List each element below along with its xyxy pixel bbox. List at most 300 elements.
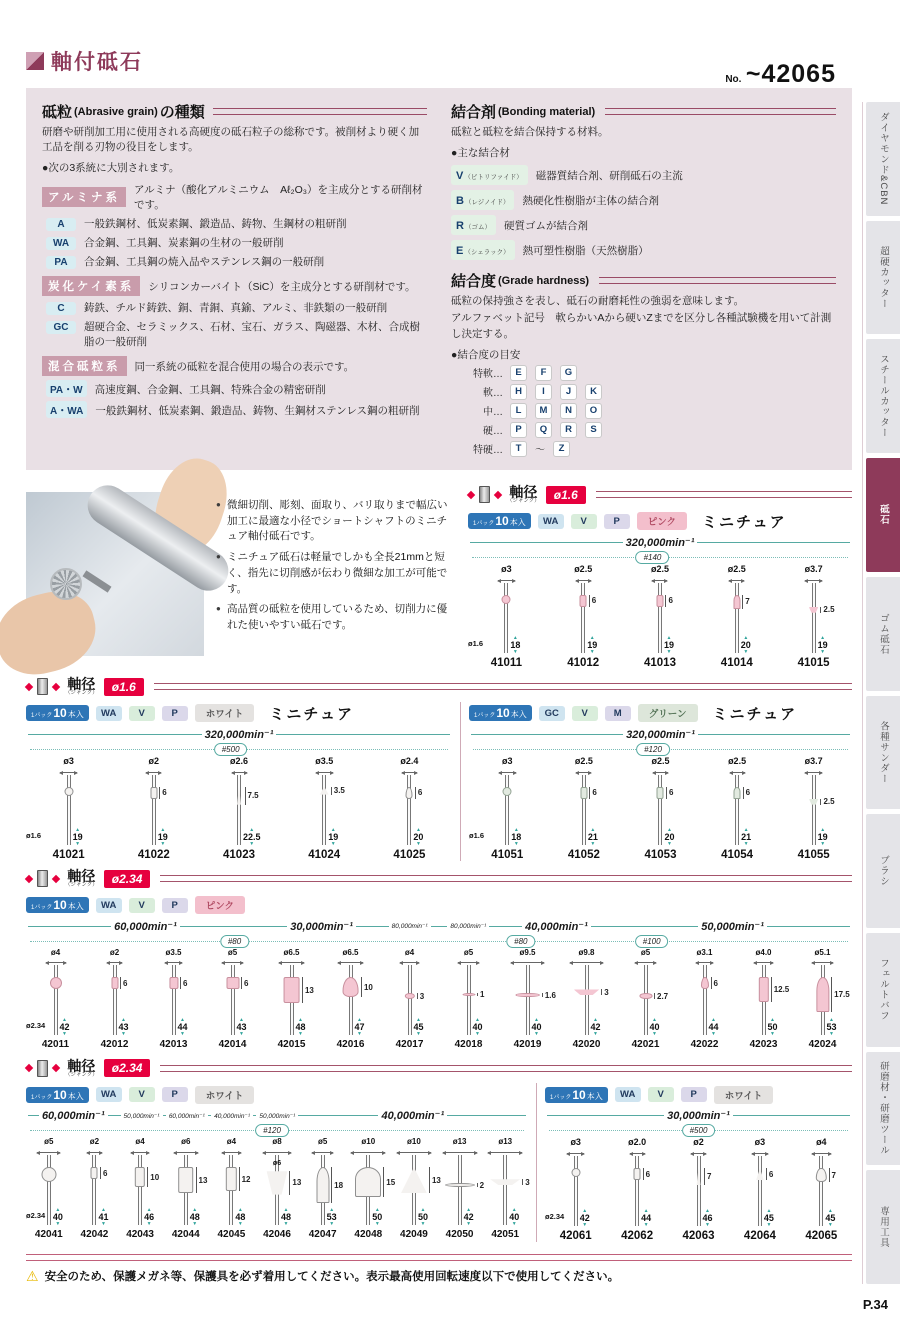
model-number: 42047 (308, 1229, 337, 1241)
arrow-diamond-icon (467, 491, 475, 499)
shank-diameter-label: ø1.6 (468, 638, 484, 648)
total-length-dim (243, 828, 261, 847)
total-length-dim (190, 1208, 200, 1227)
head-length-value: 6 (745, 788, 751, 798)
product-42045 (209, 1138, 255, 1240)
model-number: 42019 (513, 1039, 542, 1051)
total-length-value: 46 (702, 1213, 713, 1224)
grain-code-badge: PA (46, 256, 76, 269)
arrow-down-icon: ▼ (534, 1031, 539, 1038)
total-length-value: 45 (413, 1022, 424, 1033)
grain-column (42, 101, 427, 460)
dim-bar (704, 1168, 705, 1185)
speed-line (767, 926, 850, 927)
head-length-dim (120, 977, 127, 989)
shaft-line (504, 583, 508, 653)
color-badge: ピンク (637, 512, 687, 530)
product-42044 (163, 1138, 209, 1240)
product-41015 (775, 565, 852, 669)
speed-line (28, 734, 202, 735)
head-length-value: 7 (707, 1172, 712, 1182)
diameter-label: ø4 (135, 1137, 145, 1147)
speed-line (300, 1115, 379, 1116)
head-length-value: 15 (386, 1177, 396, 1187)
dimension-arrow (729, 575, 744, 581)
grain-item-text: 合金鋼、工具鋼、炭素鋼の生材の一般研削 (84, 237, 284, 250)
diameter-label: ø5 (317, 1137, 328, 1147)
diameter-label: ø3 (501, 563, 512, 574)
total-length-value: 45 (825, 1213, 836, 1224)
photo-gear-workpiece (50, 568, 82, 600)
dim-bar (429, 1167, 430, 1193)
product-diagram (775, 775, 852, 847)
hardness-row (457, 441, 836, 457)
shaft-line (231, 965, 235, 1035)
shank-label (65, 1059, 98, 1079)
total-length-value: 21 (741, 831, 752, 842)
spec-badge-p: P (162, 1087, 188, 1102)
dim-bar (711, 977, 712, 989)
head-length-value: 13 (304, 985, 314, 995)
sidebar-tab-1[interactable]: ダイヤモンド&CBN (866, 102, 900, 216)
dim-bar (522, 1179, 523, 1185)
diameter-label: ø6 (181, 1137, 191, 1147)
shank-label-jp: 軸径 (509, 484, 538, 501)
pack-label-small: 1パック (31, 905, 53, 912)
model-number: 42017 (395, 1039, 424, 1051)
model-number: 42016 (336, 1039, 365, 1051)
speed-value: 30,000min⁻¹ (290, 920, 353, 933)
diameter-label: ø3 (502, 755, 513, 766)
pack-label-small: 1パック (474, 713, 496, 720)
speed-row (470, 535, 850, 550)
head-shape-cone (320, 787, 329, 795)
total-length-dim (580, 1209, 590, 1228)
head-shape-disc (445, 1183, 475, 1187)
total-length-value: 42 (463, 1212, 474, 1223)
arrow-down-icon: ▼ (590, 840, 596, 847)
model-number: 41024 (308, 848, 341, 861)
model-number: 41052 (567, 848, 600, 861)
arrow-down-icon: ▼ (582, 1222, 588, 1229)
shaft-line (582, 775, 586, 845)
head-length-value: 6 (417, 788, 423, 798)
arrow-up-icon: ▲ (192, 1207, 198, 1214)
shaft-line (54, 965, 58, 1035)
catalog-page (0, 46, 900, 1320)
total-length-value: 19 (817, 831, 828, 842)
head-length-dim (704, 1168, 711, 1185)
total-length-value: 40 (472, 1022, 483, 1033)
product-41021 (26, 757, 111, 861)
total-length-value: 19 (587, 639, 598, 650)
head-length-dim (742, 595, 749, 609)
speed-label (470, 536, 850, 549)
head-shape-dome (816, 1168, 826, 1182)
arrow-down-icon: ▼ (820, 840, 826, 847)
bonding-note: ●主な結合材 (451, 147, 510, 160)
sidebar-tab-3[interactable]: スチールカッター (866, 339, 900, 453)
grain-item (46, 300, 427, 315)
head-length-dim (820, 607, 834, 613)
header-rule (154, 683, 852, 690)
product-diagram (622, 583, 699, 655)
series-badge: 炭化ケイ素系 (42, 276, 140, 296)
pack-count: 10 (53, 1087, 67, 1102)
arrow-down-icon: ▼ (416, 1031, 421, 1038)
model-number: 42041 (34, 1229, 63, 1241)
head-length-dim (417, 993, 424, 999)
product-diagram (775, 583, 852, 655)
bonding-title-jp: 結合剤 (451, 104, 497, 121)
head-shape-cyl (178, 1167, 194, 1193)
diameter-label: ø13 (452, 1137, 467, 1147)
sidebar-tab-10[interactable]: 専用工具 (866, 1170, 900, 1284)
pack-unit: 本入 (510, 710, 527, 720)
shank-diameter-label: ø1.6 (469, 830, 485, 840)
safety-warning (26, 1268, 852, 1284)
speed-row (28, 1108, 526, 1123)
model-number: 41022 (137, 848, 170, 861)
speed-value: 80,000min⁻¹ (391, 923, 428, 931)
product-diagram (469, 775, 546, 847)
model-number: 42021 (631, 1039, 660, 1051)
speed-label (28, 1109, 119, 1122)
model-number: 42049 (400, 1229, 428, 1241)
arrow-down-icon: ▼ (192, 1221, 198, 1228)
head-length-dim (302, 977, 314, 1003)
head-length-value: 10 (363, 982, 373, 992)
head-shape-dish (574, 989, 599, 995)
bonding-items (451, 165, 836, 260)
arrow-down-icon: ▼ (766, 1222, 772, 1229)
head-shape-bullet (355, 1167, 381, 1197)
product-42020 (557, 949, 616, 1051)
shaft-line (703, 965, 707, 1035)
product-42061 (545, 1138, 606, 1242)
bond-kana: （ビトリファイド） (464, 174, 523, 182)
hardness-row (457, 365, 836, 381)
dimension-arrow (338, 957, 363, 963)
speed-line (591, 926, 615, 927)
model-number: 42046 (263, 1229, 291, 1241)
product-42021 (616, 949, 675, 1051)
head-length-value: 1.6 (544, 990, 556, 1000)
head-length-dim (766, 1168, 773, 1180)
head-length-value: 2.5 (823, 605, 835, 615)
diameter-label: ø4.0 (755, 947, 772, 957)
arrow-down-icon: ▼ (62, 1031, 67, 1038)
diameter-label: ø5 (463, 947, 474, 957)
product-diagram (300, 1155, 346, 1227)
diameter-label: ø2 (693, 1137, 704, 1148)
dim-bar (589, 595, 590, 607)
spec-badge-m: M (605, 706, 631, 721)
product-42022 (675, 949, 734, 1051)
shaft-line (67, 775, 71, 845)
grain-title-en: (Abrasive grain) (74, 105, 158, 118)
bond-item (451, 240, 836, 260)
product-41053 (622, 757, 699, 861)
pack-badge (26, 705, 89, 721)
head-shape-cyl (758, 977, 768, 1002)
diameter-label: ø4 (226, 1137, 237, 1147)
sidebar-tab-6[interactable]: 各種サンダー (866, 696, 900, 810)
diameter-label: ø2.6 (230, 755, 249, 766)
total-length-dim (664, 636, 674, 655)
speed-label (209, 1112, 254, 1120)
sidebar-tab-8[interactable]: フェルトバフ (866, 933, 900, 1047)
diameter-label: ø3 (63, 755, 74, 766)
dimension-arrow (576, 767, 591, 773)
total-length-dim (532, 1018, 542, 1037)
total-length-value: 48 (295, 1022, 306, 1033)
spec-badge-wa: WA (96, 706, 122, 721)
sidebar-tab-7[interactable]: ブラシ (866, 814, 900, 928)
sidebar-tab-2[interactable]: 超硬カッター (866, 221, 900, 335)
no-label: No. (725, 74, 742, 85)
dimension-arrow (37, 1147, 60, 1153)
product-row (26, 1138, 528, 1240)
dimension-arrow (458, 957, 479, 963)
feature-bullet: ● ミニチュア砥石は軽量でしかも全長21mmと短く、指先に切削感が伝わり微細な加工が可能です。 (216, 550, 456, 597)
spec-badge-wa: WA (538, 514, 564, 529)
dimension-arrow (752, 1148, 768, 1154)
shaft-line (735, 583, 739, 653)
dim-bar (831, 977, 832, 1012)
arrow-up-icon: ▲ (146, 1207, 152, 1214)
dim-bar (361, 977, 362, 997)
series-desc: 同一系統の砥粒を混合使用の場合の表示です。 (134, 360, 355, 373)
pack-count: 10 (495, 514, 509, 529)
head-length-dim (331, 787, 345, 795)
head-length-dim (829, 1168, 836, 1182)
head-length-dim (241, 977, 248, 989)
product-diagram (117, 1155, 163, 1227)
head-length-value: 18 (334, 1180, 344, 1190)
arrow-up-icon: ▲ (829, 1017, 834, 1024)
speed-label (547, 1109, 850, 1122)
total-length-dim (510, 636, 520, 655)
panel-divider (536, 1083, 537, 1242)
bonding-title (451, 101, 836, 122)
product-41025 (367, 757, 452, 861)
shank-label-sub: （シャンク） (65, 881, 98, 888)
dim-bar (241, 977, 242, 989)
grain-code-badge: C (46, 302, 76, 315)
dimension-arrow (635, 957, 656, 963)
model-number: 42015 (277, 1039, 306, 1051)
shank-diameter-badge: ø2.34 (104, 870, 151, 888)
product-diagram (254, 1155, 300, 1227)
diameter-label: ø2.5 (650, 563, 669, 574)
product-diagram (734, 965, 793, 1037)
product-42015 (262, 949, 321, 1051)
shaft-line (581, 583, 585, 653)
product-42011 (26, 949, 85, 1051)
sidebar-tab-4[interactable]: 砥石 (866, 458, 900, 572)
product-diagram (546, 775, 623, 847)
series-desc: シリコンカーバイト（SiC）を主成分とする研削材です。 (148, 280, 416, 293)
hardness-letter: M (535, 403, 552, 419)
arrow-up-icon: ▲ (329, 1207, 335, 1214)
shaft-line (407, 775, 411, 845)
grit-badge: #120 (636, 743, 670, 756)
speed-line (180, 926, 263, 927)
color-badge: ホワイト (714, 1086, 774, 1104)
grit-row (30, 1124, 524, 1137)
hardness-letter: K (585, 384, 602, 400)
arrow-up-icon: ▲ (416, 1017, 421, 1024)
pack-label-small: 1パック (473, 521, 495, 528)
arrow-up-icon: ▲ (475, 1017, 480, 1024)
arrow-down-icon: ▼ (475, 1031, 480, 1038)
head-length-value: 6 (244, 978, 249, 988)
arrow-diamond-icon (52, 874, 60, 882)
shank-label-jp: 軸径 (67, 867, 96, 884)
hardness-note: ●結合度の目安 (451, 348, 521, 361)
grain-title-suffix: の種類 (159, 104, 205, 121)
arrow-up-icon: ▲ (415, 826, 421, 833)
hardness-row-label: 特軟… (473, 369, 503, 381)
product-42046 (254, 1138, 300, 1240)
bond-code-badge (451, 165, 528, 185)
shaft-line (697, 1156, 701, 1226)
total-length-value: 19 (157, 831, 168, 842)
product-diagram (557, 965, 616, 1037)
shank-cylinder-icon (37, 678, 48, 695)
hardness-letter: ～ (535, 445, 545, 457)
arrow-down-icon: ▼ (711, 1031, 716, 1038)
model-number: 41021 (52, 848, 85, 861)
head-length-dim (665, 595, 672, 607)
total-length-value: 50 (417, 1212, 428, 1223)
arrow-down-icon: ▼ (237, 1221, 243, 1228)
speed-value: 320,000min⁻¹ (204, 728, 274, 741)
arrow-up-icon: ▲ (512, 634, 518, 641)
diameter-label: ø2.5 (727, 563, 746, 574)
shank-label-jp: 軸径 (67, 676, 96, 693)
shaft-line (408, 965, 412, 1035)
dimension-arrow (222, 1147, 240, 1153)
arrow-up-icon: ▲ (705, 1208, 710, 1215)
inner-diameter-label: ø6 (272, 1160, 282, 1168)
head-shape-disc (404, 993, 414, 999)
bond-item (451, 190, 836, 210)
speed-row (547, 1108, 850, 1123)
model-number: 42050 (445, 1229, 474, 1241)
arrow-down-icon: ▼ (420, 1221, 426, 1228)
sidebar-tab-9[interactable]: 研磨材・研磨ツール (866, 1052, 900, 1166)
diameter-label: ø3.5 (165, 947, 182, 957)
shaft-line (113, 965, 117, 1035)
panel-divider (460, 702, 461, 861)
dimension-arrow (316, 767, 333, 773)
total-length-dim (473, 1018, 483, 1037)
product-42043 (117, 1138, 163, 1240)
shaft-line (458, 1155, 462, 1225)
product-diagram (791, 1156, 852, 1228)
head-length-dim (589, 595, 596, 607)
arrow-down-icon: ▼ (298, 1031, 303, 1038)
total-length-value: 40 (52, 1212, 63, 1223)
shaft-line (349, 965, 353, 1035)
title-rule (599, 277, 836, 284)
bond-item-text: 熱可塑性樹脂（天然樹脂） (522, 245, 649, 258)
head-length-dim (147, 1167, 159, 1187)
total-length-dim (741, 636, 751, 655)
head-shape-dish (267, 1171, 288, 1194)
head-shape-cyl (580, 787, 587, 799)
dimension-arrow (46, 957, 66, 963)
product-diagram (545, 583, 622, 655)
head-length-value: 7 (831, 1170, 836, 1180)
shaft-line (819, 1156, 823, 1226)
model-number: 42063 (682, 1230, 715, 1243)
model-number: 42042 (80, 1229, 109, 1241)
product-diagram (468, 583, 545, 655)
arrow-up-icon: ▲ (55, 1207, 61, 1214)
header-rule (160, 1065, 852, 1072)
grain-item-text: 超硬合金、セラミックス、石材、宝石、ガラス、陶磁器、木材、合成樹脂の一般研削 (84, 321, 420, 349)
hardness-letter: I (535, 384, 552, 400)
dim-bar (180, 977, 181, 989)
head-length-dim (831, 977, 850, 1012)
total-length-dim (588, 828, 598, 847)
dim-bar (742, 595, 743, 609)
grit-row (472, 551, 848, 564)
dimension-arrow (263, 1147, 292, 1153)
catalog-number (725, 60, 836, 89)
arrow-up-icon: ▲ (643, 1208, 649, 1215)
arrow-down-icon: ▼ (415, 840, 421, 847)
sidebar-tab-5[interactable]: ゴム砥石 (866, 577, 900, 691)
head-shape-cyl (226, 977, 239, 989)
panel-41011 (468, 510, 852, 669)
product-41055 (775, 757, 852, 861)
total-length-value: 44 (708, 1022, 719, 1033)
shank-label-sub: （シャンク） (507, 498, 540, 505)
grain-note: ●次の3系統に大別されます。 (42, 162, 180, 175)
total-length-dim (703, 1209, 713, 1228)
product-42063 (668, 1138, 729, 1242)
head-length-dim (711, 977, 718, 989)
arrow-down-icon: ▼ (466, 1221, 472, 1228)
head-length-dim (180, 977, 187, 989)
pack-unit: 本入 (67, 710, 84, 720)
speed-line (498, 926, 522, 927)
diameter-label: ø3 (754, 1137, 766, 1148)
head-length-value: 1 (480, 990, 485, 1000)
arrow-diamond-icon (52, 1064, 60, 1072)
shank-header-2.34b (26, 1055, 852, 1081)
shaft-line (92, 1155, 96, 1225)
speed-line (276, 734, 450, 735)
product-diagram (380, 965, 439, 1037)
diameter-label: ø13 (498, 1137, 513, 1147)
arrow-down-icon: ▼ (330, 840, 336, 847)
dim-bar (289, 1171, 290, 1194)
shank-diameter-badge: ø2.34 (104, 1059, 151, 1077)
head-length-dim (771, 977, 790, 1002)
speed-label (380, 922, 439, 930)
head-length-dim (820, 799, 834, 805)
product-photo (26, 492, 204, 656)
speed-label (498, 920, 615, 933)
speed-label (439, 922, 498, 930)
model-number: 42011 (41, 1039, 70, 1051)
head-length-value: 10 (150, 1172, 160, 1182)
